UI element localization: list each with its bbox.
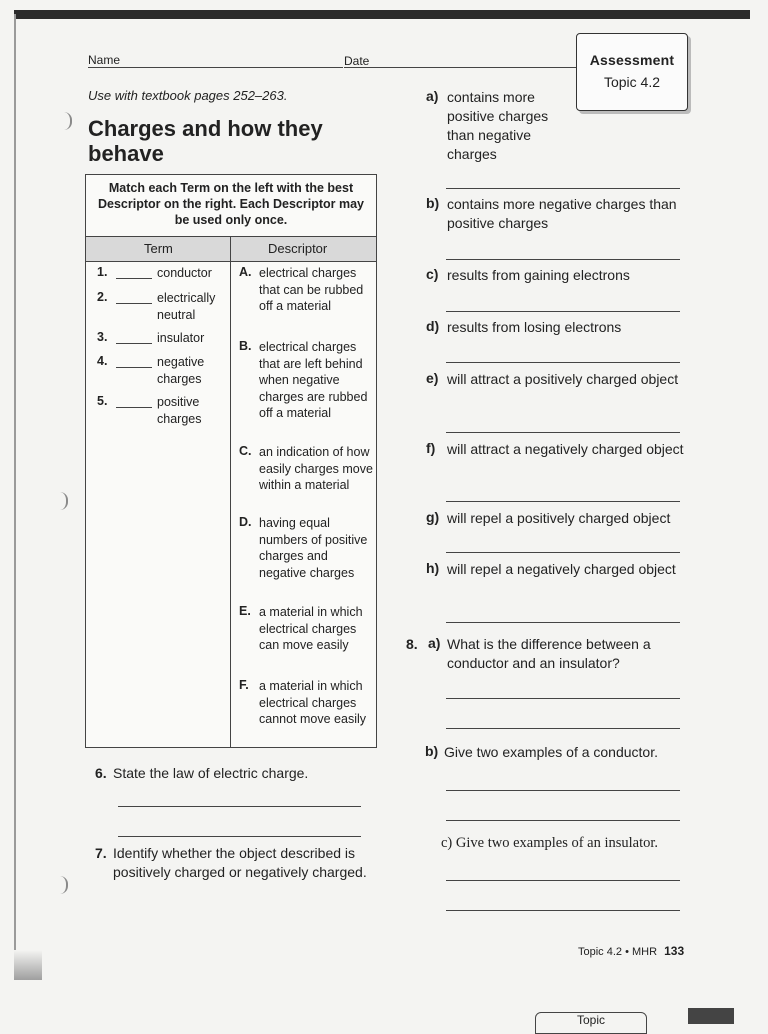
descriptor-text: electrical charges that can be rubbed off a material — [259, 266, 364, 313]
page-edge — [14, 14, 16, 974]
term-text: electrically neutral — [157, 291, 216, 322]
textbook-reference: Use with textbook pages 252–263. — [88, 88, 288, 103]
scan-shadow — [14, 950, 42, 980]
term-text: positive charges — [157, 395, 202, 426]
name-field[interactable] — [88, 67, 343, 68]
term-number: 3. — [97, 330, 108, 344]
matching-instructions: Match each Term on the left with the best Descriptor on the right. Each Descriptor may be used only once. — [97, 181, 365, 227]
term-answer-blank[interactable] — [116, 343, 152, 344]
answer-line[interactable] — [446, 552, 680, 553]
answer-line[interactable] — [446, 820, 680, 821]
scan-shadow — [688, 1008, 734, 1024]
term-answer-blank[interactable] — [116, 303, 152, 304]
name-label: Name — [88, 53, 121, 67]
descriptor-text: an indication of how easily charges move within a material — [259, 445, 373, 492]
answer-line[interactable] — [446, 501, 680, 502]
descriptor-letter: C. — [239, 444, 252, 458]
term-answer-blank[interactable] — [116, 367, 152, 368]
assessment-badge — [576, 33, 688, 111]
question-8b-text: Give two examples of a conductor. — [444, 744, 658, 760]
answer-line[interactable] — [446, 188, 680, 189]
next-page-tab: Topic — [535, 1012, 647, 1034]
question-6-text: State the law of electric charge. — [113, 765, 309, 781]
answer-line[interactable] — [446, 910, 680, 911]
part-text: will repel a positively charged object — [447, 510, 671, 526]
term-answer-blank[interactable] — [116, 407, 152, 408]
part-text: will repel a negatively charged object — [447, 561, 676, 577]
descriptor-letter: B. — [239, 339, 252, 353]
answer-line[interactable] — [118, 836, 361, 837]
binder-mark — [64, 112, 72, 130]
term-text: negative charges — [157, 355, 205, 386]
binder-mark — [60, 492, 68, 510]
answer-line[interactable] — [446, 259, 680, 260]
part-letter: a) — [428, 635, 441, 651]
term-number: 5. — [97, 394, 108, 408]
top-rule — [14, 10, 750, 19]
answer-line[interactable] — [446, 622, 680, 623]
answer-line[interactable] — [446, 728, 680, 729]
descriptor-text: a material in which electrical charges cannot move easily — [259, 679, 367, 726]
answer-line[interactable] — [446, 362, 680, 363]
matching-table — [85, 174, 377, 748]
part-letter: e) — [426, 370, 439, 386]
topic-label: Topic 4.2 — [603, 74, 661, 90]
descriptor-header: Descriptor — [268, 241, 328, 256]
term-number: 2. — [97, 290, 108, 304]
term-header: Term — [144, 241, 173, 256]
binder-mark — [60, 876, 68, 894]
part-letter: c) — [426, 266, 439, 282]
part-text: will attract a negatively charged object — [447, 441, 684, 457]
part-letter: d) — [426, 318, 440, 334]
question-7-text: Identify whether the object described is positively charged or negatively charged. — [113, 845, 367, 880]
column-divider — [230, 236, 231, 747]
page-number: 133 — [664, 944, 685, 958]
term-text: insulator — [157, 331, 205, 345]
part-text: will attract a positively charged object — [447, 371, 679, 387]
descriptor-text: electrical charges that are left behind when negative charges are rubbed off a material — [259, 340, 368, 420]
part-letter: b) — [425, 743, 439, 759]
part-text: results from gaining electrons — [447, 267, 630, 283]
matching-header-row — [86, 236, 376, 262]
part-text: contains more negative charges than positive charges — [447, 196, 677, 231]
part-letter: f) — [426, 440, 436, 456]
answer-line[interactable] — [446, 432, 680, 433]
descriptor-letter: D. — [239, 515, 252, 529]
question-number: 7. — [95, 845, 107, 861]
footer-topic: Topic 4.2 • MHR — [578, 946, 658, 958]
descriptor-letter: A. — [239, 265, 252, 279]
answer-line[interactable] — [446, 790, 680, 791]
part-letter: b) — [426, 195, 440, 211]
part-letter: h) — [426, 560, 440, 576]
term-number: 4. — [97, 354, 108, 368]
date-field[interactable] — [344, 67, 576, 68]
term-text: conductor — [157, 266, 212, 280]
descriptor-letter: F. — [239, 678, 249, 692]
date-label: Date — [344, 54, 370, 68]
part-letter: g) — [426, 509, 440, 525]
page-footer — [578, 944, 684, 958]
question-number: 6. — [95, 765, 107, 781]
descriptor-letter: E. — [239, 604, 251, 618]
page-title: Charges and how they behave — [88, 116, 323, 166]
answer-line[interactable] — [118, 806, 361, 807]
term-number: 1. — [97, 265, 108, 279]
question-8c-text: c) Give two examples of an insulator. — [441, 835, 659, 851]
part-text: results from losing electrons — [447, 319, 622, 335]
question-8a-text: What is the difference between a conductor and an insulator? — [447, 636, 651, 671]
answer-line[interactable] — [446, 880, 680, 881]
assessment-label: Assessment — [589, 52, 675, 68]
descriptor-text: a material in which electrical charges can move easily — [259, 605, 363, 652]
part-text: contains more positive charges than negative charges — [447, 89, 549, 162]
answer-line[interactable] — [446, 698, 680, 699]
answer-line[interactable] — [446, 311, 680, 312]
question-number: 8. — [406, 636, 418, 652]
term-answer-blank[interactable] — [116, 278, 152, 279]
part-letter: a) — [426, 88, 439, 104]
descriptor-text: having equal numbers of positive charges and negative charges — [259, 516, 368, 580]
